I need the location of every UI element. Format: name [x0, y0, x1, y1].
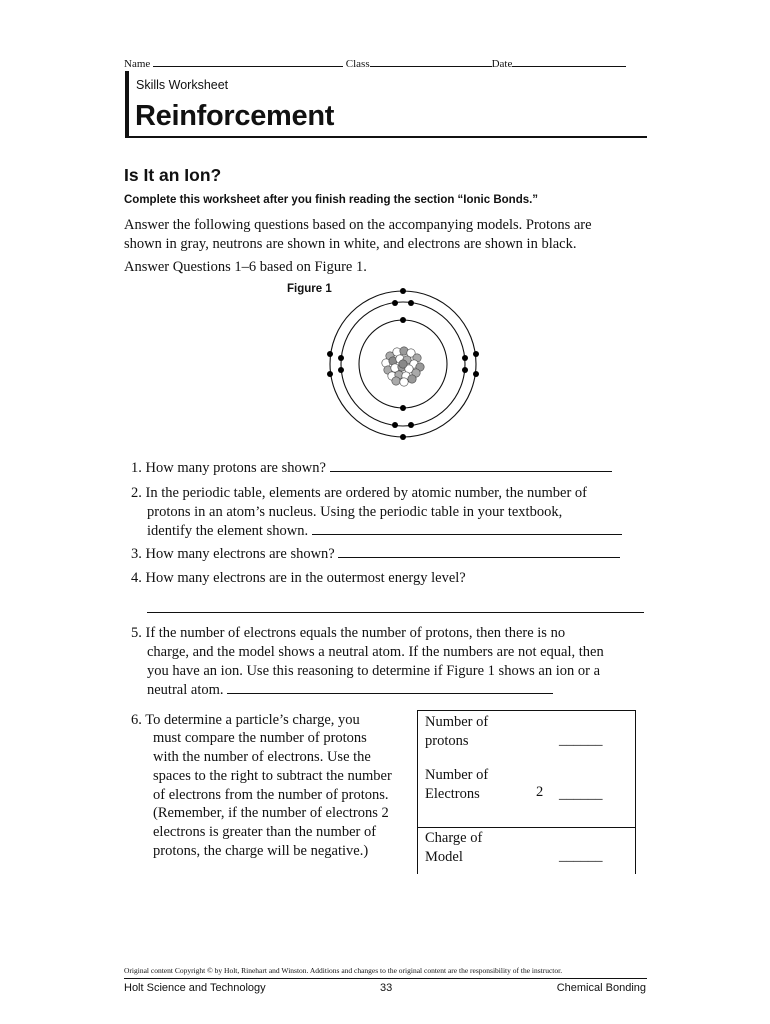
question-5-line-4 — [147, 681, 553, 700]
figure-label: Figure 1 — [287, 283, 332, 295]
question-3 — [131, 545, 620, 564]
electrons-label-line-1: Number of — [425, 767, 489, 783]
table-top-border — [417, 710, 636, 711]
question-6-line-8: protons, the charge will be negative.) — [153, 843, 369, 859]
question-2-line-3 — [147, 522, 622, 541]
worksheet-header — [124, 57, 626, 70]
table-divider — [417, 827, 636, 828]
question-6-line-2: must compare the number of protons — [153, 730, 367, 746]
banner-subtitle: Skills Worksheet — [136, 78, 229, 92]
electrons-answer-blank[interactable]: ______ — [559, 786, 603, 802]
class-label: Class — [345, 58, 370, 70]
charge-label-line-2: Model — [425, 849, 463, 865]
banner-rule — [125, 136, 647, 138]
page-title: Reinforcement — [135, 100, 335, 132]
answer-2-blank[interactable] — [312, 522, 622, 535]
question-2-text: identify the element shown. — [147, 523, 309, 539]
charge-calculation-table — [417, 710, 637, 874]
copyright-notice: Original content Copyright © by Holt, Rinehart and Winston. Additions and changes to the original content are the responsibility of the instructor. — [124, 966, 563, 975]
question-4: 4. How many electrons are in the outermost energy level? — [131, 570, 466, 586]
question-5-line-2: charge, and the model shows a neutral atom. If the numbers are not equal, then — [147, 644, 604, 660]
atom-model-figure — [318, 282, 488, 446]
section-title: Is It an Ion? — [124, 165, 222, 185]
page-number: 33 — [380, 982, 393, 994]
footer-rule — [124, 978, 647, 979]
question-3-text: 3. How many electrons are shown? — [131, 546, 335, 562]
date-label: Date — [491, 58, 513, 70]
protons-answer-blank[interactable]: ______ — [559, 732, 603, 748]
publisher-name: Holt Science and Technology — [124, 982, 266, 994]
banner-bar — [125, 71, 129, 137]
question-6-line-1: 6. To determine a particle’s charge, you — [131, 712, 360, 728]
name-label: Name — [124, 58, 151, 70]
intro-line-3: Answer Questions 1–6 based on Figure 1. — [124, 259, 367, 275]
protons-label-line-1: Number of — [425, 714, 489, 730]
name-field[interactable] — [153, 57, 343, 67]
question-2-line-1: 2. In the periodic table, elements are ordered by atomic number, the number of — [131, 485, 587, 501]
question-6-line-6: (Remember, if the number of electrons 2 — [153, 805, 389, 821]
class-field[interactable] — [370, 57, 492, 67]
question-1-text: 1. How many protons are shown? — [131, 460, 326, 476]
intro-line-1: Answer the following questions based on the accompanying models. Protons are — [124, 217, 592, 233]
protons-label-line-2: protons — [425, 733, 469, 749]
nucleus — [382, 347, 424, 386]
question-5-text: neutral atom. — [147, 682, 224, 698]
electrons-label-line-2: Electrons — [425, 786, 480, 802]
question-1 — [131, 459, 612, 478]
table-right-border — [635, 710, 636, 874]
minus-sign: 2 — [536, 784, 544, 800]
answer-1-blank[interactable] — [330, 459, 612, 472]
intro-line-2: shown in gray, neutrons are shown in white, and electrons are shown in black. — [124, 236, 577, 252]
answer-5-blank[interactable] — [227, 681, 553, 694]
question-6-line-7: electrons is greater than the number of — [153, 824, 377, 840]
question-2-line-2: protons in an atom’s nucleus. Using the periodic table in your textbook, — [147, 504, 563, 520]
question-6-line-4: spaces to the right to subtract the number — [153, 768, 392, 784]
question-5-line-1: 5. If the number of electrons equals the number of protons, then there is no — [131, 625, 566, 641]
question-6-line-5: of electrons from the number of protons. — [153, 787, 389, 803]
answer-4-blank[interactable] — [147, 600, 644, 613]
answer-3-blank[interactable] — [338, 545, 620, 558]
date-field[interactable] — [512, 57, 626, 67]
table-left-border — [417, 710, 418, 874]
question-6-line-3: with the number of electrons. Use the — [153, 749, 371, 765]
chapter-name: Chemical Bonding — [556, 982, 646, 994]
instruction-text: Complete this worksheet after you finish reading the section “Ionic Bonds.” — [124, 194, 539, 206]
charge-answer-blank[interactable]: ______ — [559, 848, 603, 864]
charge-label-line-1: Charge of — [425, 830, 483, 846]
question-5-line-3: you have an ion. Use this reasoning to determine if Figure 1 shows an ion or a — [147, 663, 601, 679]
